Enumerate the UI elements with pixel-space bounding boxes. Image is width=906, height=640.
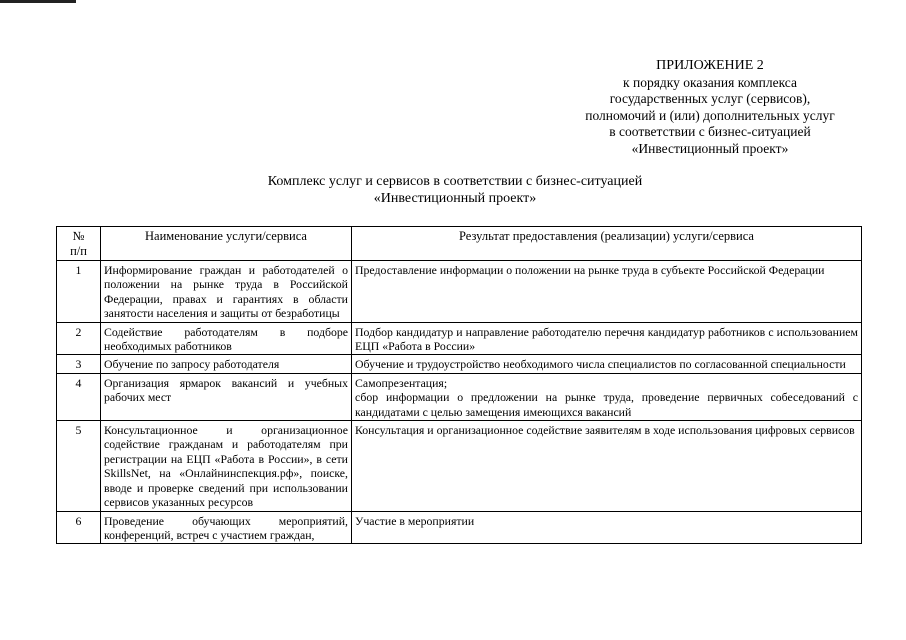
row-number: 5: [57, 421, 101, 511]
row-service: Содействие работодателям в подборе необходимых работников: [101, 322, 352, 355]
row-result: Консультация и организационное содействие заявителям в ходе использования цифровых сервисов: [352, 421, 862, 511]
appendix-line: в соответствии с бизнес-ситуацией: [609, 124, 811, 140]
row-result-line: Самопрезентация;: [355, 375, 448, 390]
title-line-1: Комплекс услуг и сервисов в соответствии с бизнес-ситуацией: [267, 174, 643, 189]
row-number: 3: [57, 355, 101, 373]
appendix-heading: ПРИЛОЖЕНИЕ 2: [656, 58, 764, 73]
row-result: [352, 373, 862, 420]
header-service: Наименование услуги/сервиса: [101, 227, 352, 261]
row-result-line: сбор информации о предложении на рынке труда, проведение первичных собеседований с кандидатами с целью замещения имеющихся вакансий: [355, 390, 858, 419]
row-service: Информирование граждан и работодателей о положении на рынке труда в Российской Федерации, правах и гарантиях в области занятости населения и защиты от безработицы: [101, 261, 352, 323]
document-title: [200, 173, 710, 207]
row-result: Предоставление информации о положении на рынке труда в субъекте Российской Федерации: [352, 261, 862, 323]
table-row: [57, 511, 862, 544]
services-table: [56, 226, 862, 544]
header-number-line-1: №: [72, 229, 85, 243]
row-number: 4: [57, 373, 101, 420]
appendix-line: государственных услуг (сервисов),: [609, 91, 811, 107]
row-result: Обучение и трудоустройство необходимого числа специалистов по согласованной специальности: [352, 355, 862, 373]
row-service: Проведение обучающих мероприятий, конференций, встреч с участием граждан,: [101, 511, 352, 544]
appendix-block: [560, 58, 860, 158]
table-row: [57, 421, 862, 511]
header-result: Результат предоставления (реализации) услуги/сервиса: [352, 227, 862, 261]
row-service: Обучение по запросу работодателя: [101, 355, 352, 373]
row-result: Участие в мероприятии: [352, 511, 862, 544]
table-row: [57, 322, 862, 355]
row-number: 6: [57, 511, 101, 544]
row-service: Консультационное и организационное содействие гражданам и работодателям при регистрации на ЕЦП «Работа в России», в сети SkillsNet, на «Онлайнинспекция.рф», поиске, вводе и проверке сведений при использовании сервисов указанных ресурсов: [101, 421, 352, 511]
row-service: Организация ярмарок вакансий и учебных рабочих мест: [101, 373, 352, 420]
scan-edge-mark: [0, 0, 76, 3]
row-result: Подбор кандидатур и направление работодателю перечня кандидатур работников с использованием ЕЦП «Работа в России»: [352, 322, 862, 355]
row-number: 1: [57, 261, 101, 323]
header-number-line-2: п/п: [70, 244, 87, 258]
appendix-line: «Инвестиционный проект»: [631, 140, 789, 156]
header-number: [57, 227, 101, 261]
table-header-row: [57, 227, 862, 261]
table-row: [57, 355, 862, 373]
table-row: [57, 373, 862, 420]
appendix-line: полномочий и (или) дополнительных услуг: [585, 107, 835, 123]
title-line-2: «Инвестиционный проект»: [373, 191, 537, 206]
appendix-line: к порядку оказания комплекса: [623, 74, 797, 90]
table-row: [57, 261, 862, 323]
row-number: 2: [57, 322, 101, 355]
